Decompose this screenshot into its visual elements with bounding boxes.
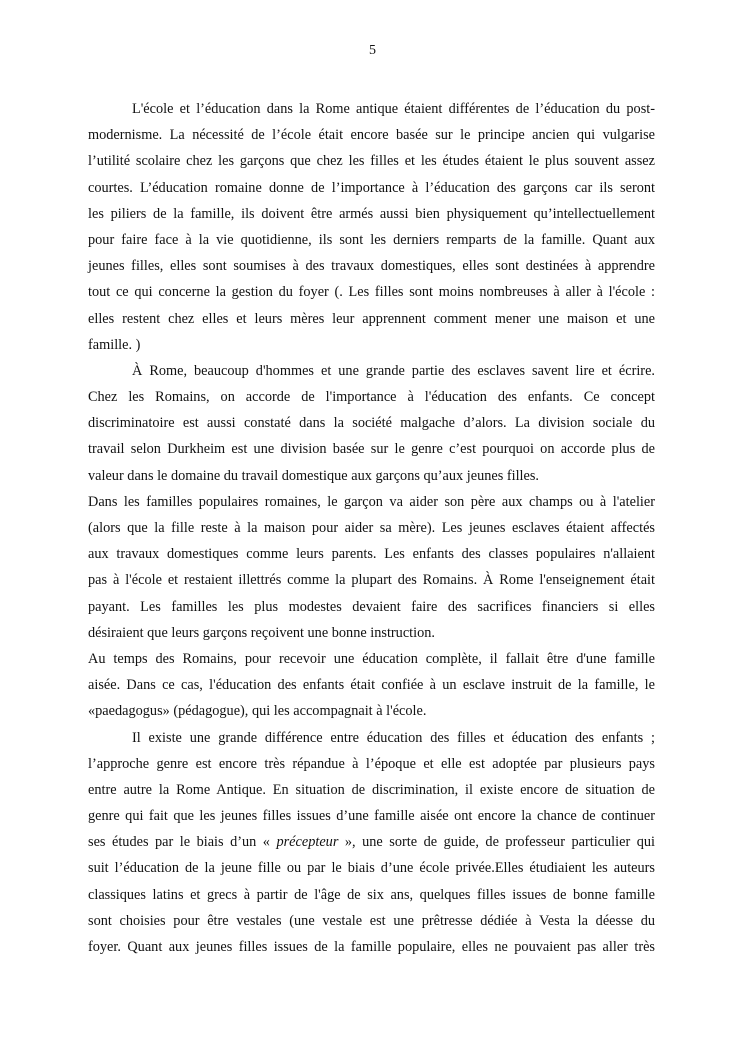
text-line: pas à l'école et restaient illettrés comme la plupart des Romains. À Rome l'enseignement était xyxy=(88,572,655,589)
text-line: pour faire face à la vie quotidienne, ils sont les derniers remparts de la famille. Quant aux xyxy=(88,231,655,248)
text-line: l’utilité scolaire chez les garçons que chez les filles et les études étaient le plus souvent assez xyxy=(88,153,655,170)
text-line: l’approche genre est encore très répandue à l’époque et elle est adoptée par plusieurs pays xyxy=(88,755,655,772)
text-line: modernisme. La nécessité de l’école était encore basée sur le principe ancien qui vulgarise xyxy=(88,127,655,144)
text-line: sont choisies pour être vestales (une vestale est une prêtresse dédiée à Vesta la déesse du xyxy=(88,912,655,929)
text-line: valeur dans le domaine du travail domestique aux garçons qu’aux jeunes filles. xyxy=(88,467,540,484)
document-body xyxy=(88,96,655,960)
text-line: discriminatoire est aussi constaté dans la société malgache d’alors. La division sociale du xyxy=(88,415,655,432)
text-line: payant. Les familles les plus modestes devaient faire des sacrifices financiers si elles xyxy=(88,598,655,615)
text-line: Il existe une grande différence entre éducation des filles et éducation des enfants ; xyxy=(132,729,655,746)
text-line: L'école et l’éducation dans la Rome antique étaient différentes de l’éducation du post- xyxy=(132,101,655,117)
text-line: Au temps des Romains, pour recevoir une éducation complète, il fallait être d'une famille xyxy=(88,650,655,667)
text-line: famille. ) xyxy=(88,336,141,353)
text-line: jeunes filles, elles sont soumises à des travaux domestiques, elles sont destinées à apprendre xyxy=(88,258,655,275)
text-line: Dans les familles populaires romaines, le garçon va aider son père aux champs ou à l'atelier xyxy=(88,493,655,510)
text-line xyxy=(88,829,655,855)
text-line: entre autre la Rome Antique. En situation de discrimination, il existe encore de situation de xyxy=(88,781,655,798)
text-line: tout ce qui concerne la gestion du foyer (. Les filles sont moins nombreuses à aller à l'école : xyxy=(88,284,655,301)
text-line: courtes. L’éducation romaine donne de l’importance à l’éducation des garçons car ils seront xyxy=(88,179,655,196)
italic-term: précepteur xyxy=(276,834,339,851)
text-line: classiques latins et grecs à partir de l'âge de six ans, quelques filles issues de bonne famille xyxy=(88,886,655,903)
text-line: suit l’éducation de la jeune fille ou par le biais d’une école privée.Elles étudiaient les auteurs xyxy=(88,860,655,877)
text-line: À Rome, beaucoup d'hommes et une grande partie des esclaves savent lire et écrire. xyxy=(132,362,655,379)
page-number: 5 xyxy=(369,43,376,58)
text-line: aux travaux domestiques comme leurs parents. Les enfants des classes populaires n'allaient xyxy=(88,546,655,563)
text-line: les piliers de la famille, ils doivent être armés aussi bien physiquement qu’intellectuellement xyxy=(88,205,655,222)
text-line: aisée. Dans ce cas, l'éducation des enfants était confiée à un esclave instruit de la famille, le xyxy=(88,677,655,694)
text-line: genre qui fait que les jeunes filles issues d’une famille aisée ont encore la chance de continuer xyxy=(88,808,655,825)
text-line: travail selon Durkheim est une division basée sur le genre c’est pourquoi on accorde plus de xyxy=(88,441,655,458)
text-line: désiraient que leurs garçons reçoivent une bonne instruction. xyxy=(88,624,435,641)
text-line: Chez les Romains, on accorde de l'importance à l'éducation des enfants. Ce concept xyxy=(88,389,655,406)
text-line: foyer. Quant aux jeunes filles issues de la famille populaire, elles ne pouvaient pas aller très xyxy=(88,939,655,955)
text-segment: », une sorte de guide, de professeur particulier qui xyxy=(338,834,655,851)
text-segment: ses études par le biais d’un « xyxy=(88,834,277,851)
text-line: (alors que la fille reste à la maison pour aider sa mère). Les jeunes esclaves étaient affectés xyxy=(88,520,655,536)
text-line: elles restent chez elles et leurs mères leur apprennent comment mener une maison et une xyxy=(88,310,655,327)
text-line: «paedagogus» (pédagogue), qui les accompagnait à l'école. xyxy=(88,703,427,720)
